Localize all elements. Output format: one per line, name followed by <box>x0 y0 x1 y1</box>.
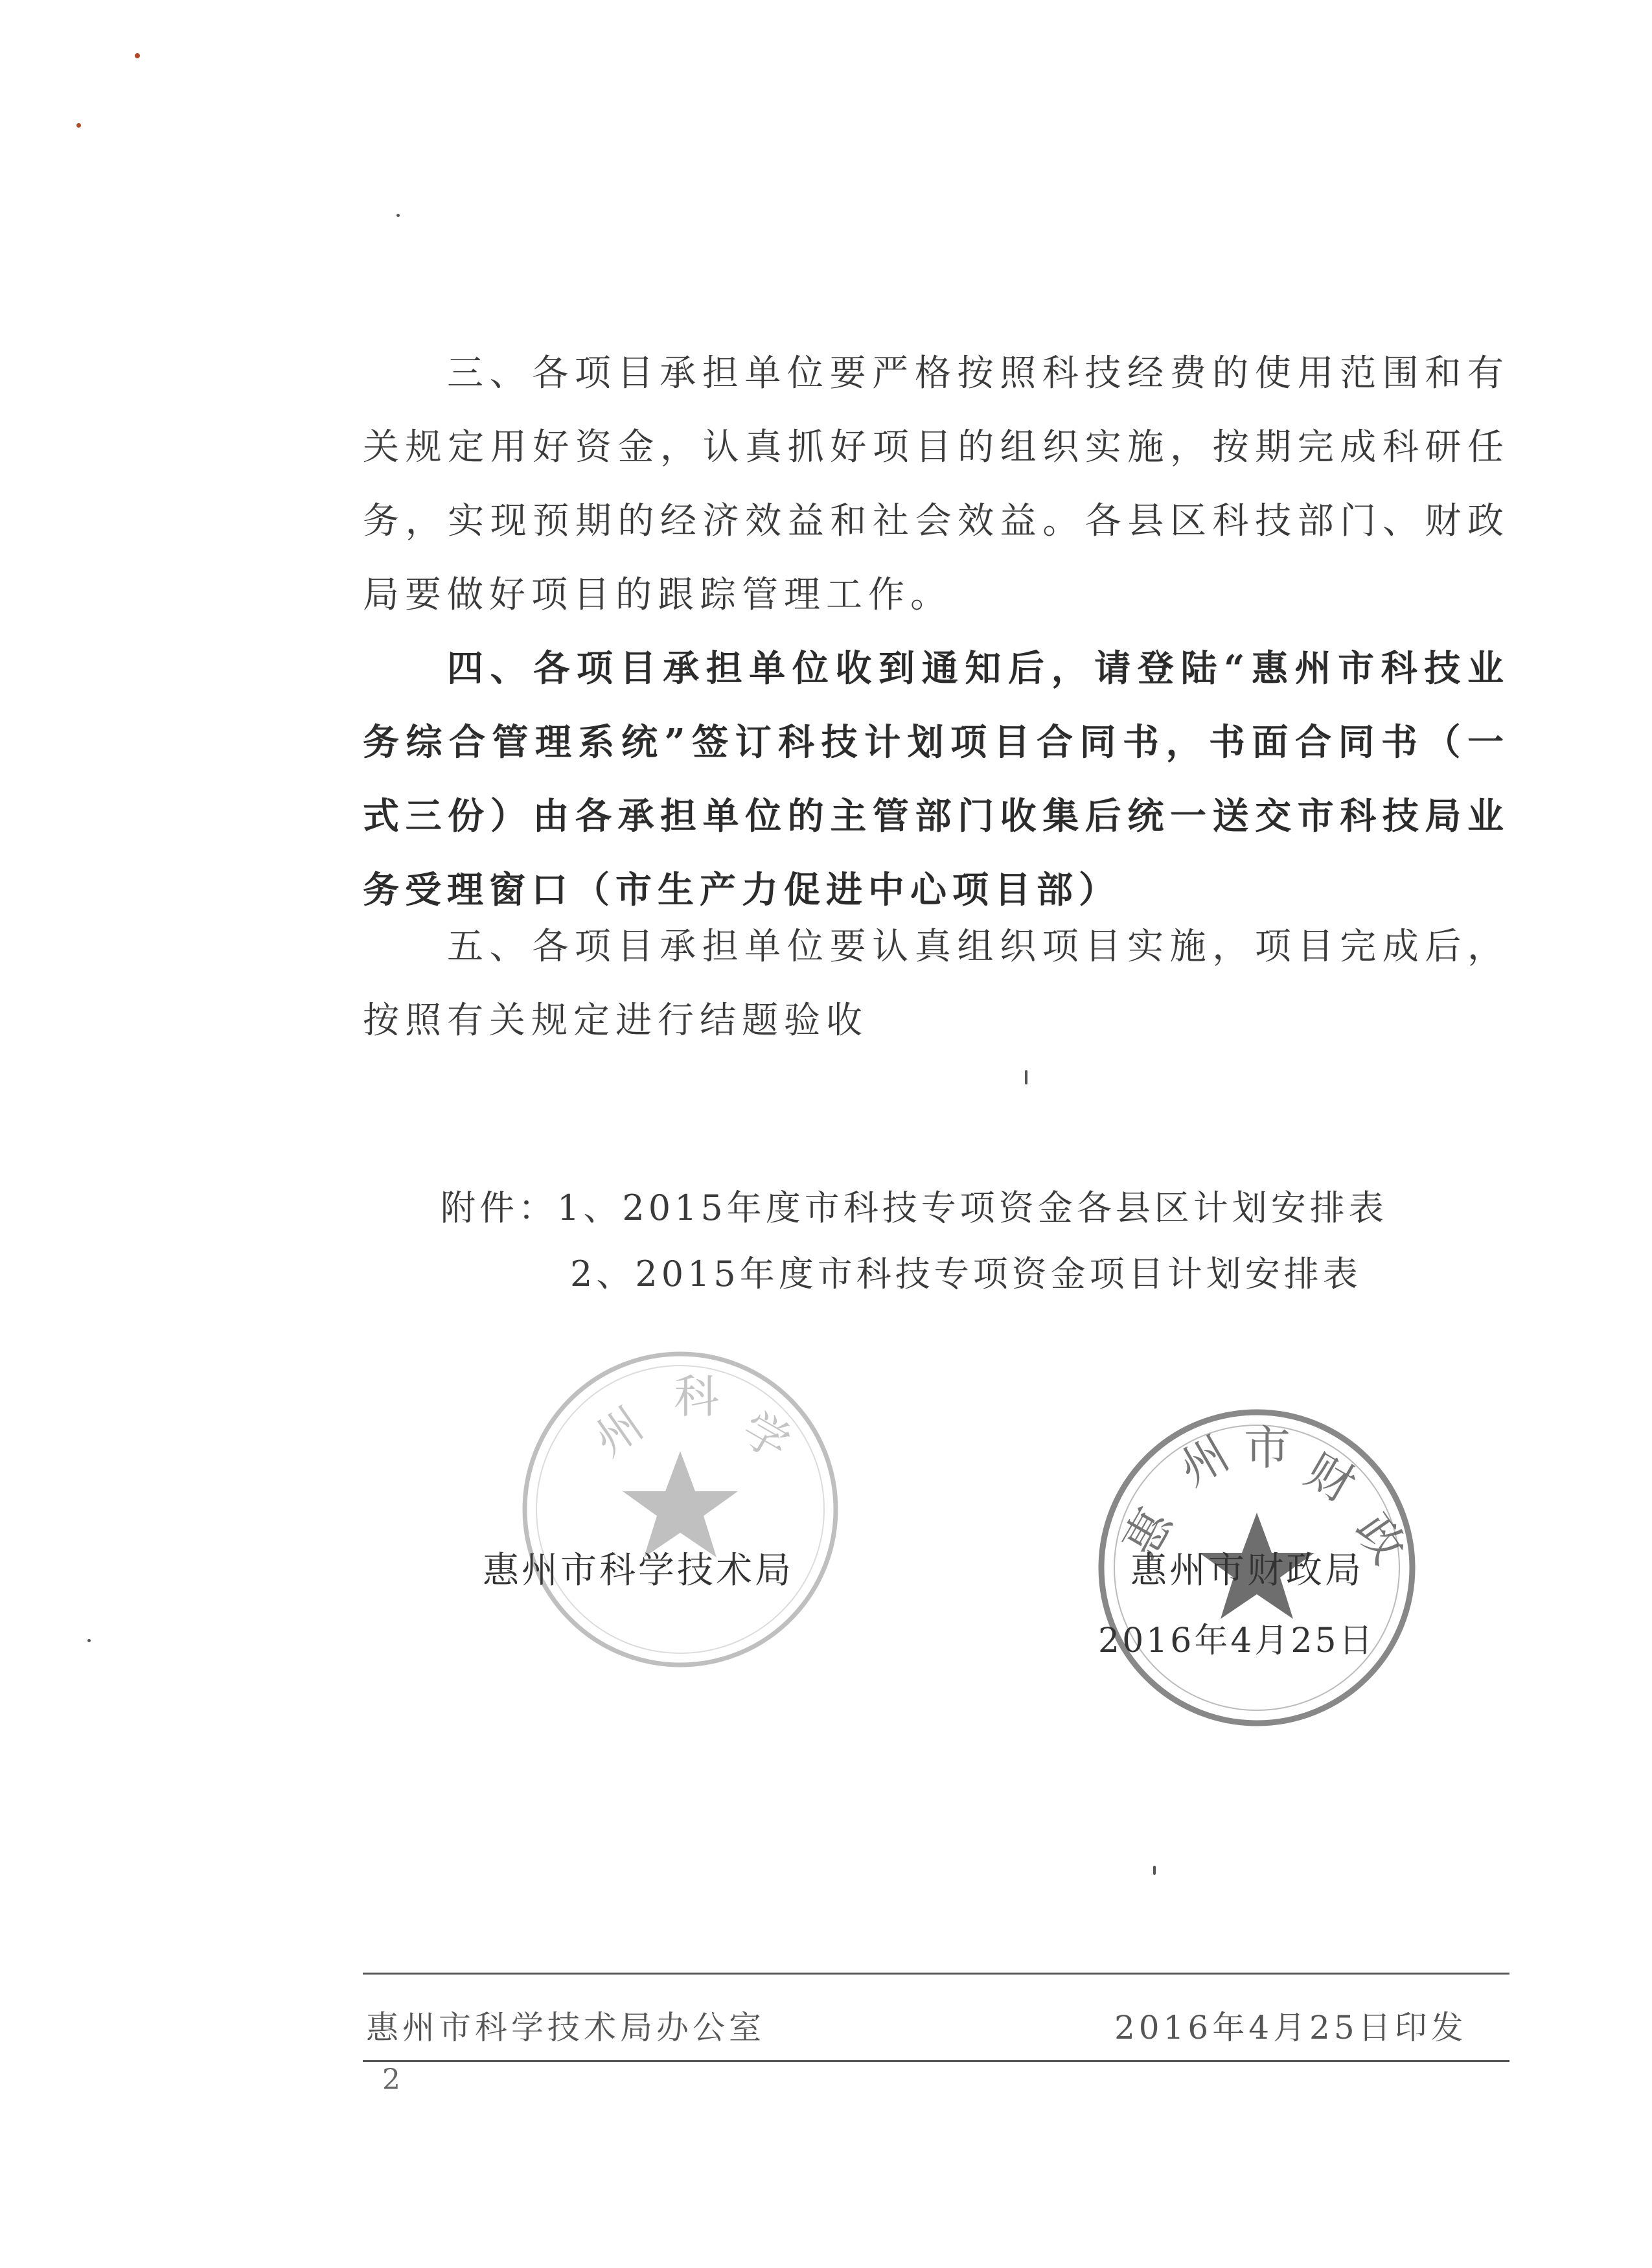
svg-text:政: 政 <box>1345 1504 1417 1574</box>
scan-speck <box>135 53 140 58</box>
svg-text:惠: 惠 <box>1112 1499 1183 1567</box>
scan-speck <box>1025 1070 1027 1084</box>
signatory-left: 惠州市科学技术局 <box>483 1550 794 1592</box>
svg-text:州: 州 <box>1170 1425 1238 1496</box>
svg-text:财: 财 <box>1296 1442 1364 1513</box>
footer-rule-top <box>363 1973 1509 1975</box>
scan-speck <box>1153 1866 1156 1875</box>
paragraph-3: 三、各项目承担单位要严格按照科技经费的使用范围和有关规定用好资金，认真抓好项目的组织实施，按期完成科研任务，实现预期的经济效益和社会效益。各县区科技部门、财政局要做好项目的跟踪管理工作。 <box>363 352 1509 616</box>
signatory-right: 惠州市财政局 <box>1130 1550 1364 1592</box>
paragraph-5: 五、各项目承担单位要认真组织项目实施，项目完成后，按照有关规定进行结题验收 <box>363 926 1509 1042</box>
paragraph-4: 四、各项目承担单位收到通知后，请登陆“惠州市科技业务综合管理系统”签订科技计划项目合同书，书面合同书（一式三份）由各承担单位的主管部门收集后统一送交市科技局业务受理窗口（市生产力促进中心项目部） <box>363 647 1509 911</box>
scan-speck <box>87 1639 91 1642</box>
footer-issue-date: 2016年4月25日印发 <box>1114 2009 1467 2046</box>
svg-text:学: 学 <box>733 1401 799 1471</box>
page-number: 2 <box>382 2063 400 2096</box>
footer-rule-bottom <box>363 2060 1509 2062</box>
attachment-item-1: 附件：1、2015年度市科技专项资金各县区计划安排表 <box>441 1187 1388 1228</box>
svg-text:州: 州 <box>584 1397 653 1467</box>
svg-text:科: 科 <box>674 1370 719 1423</box>
scan-speck <box>396 214 400 217</box>
signature-date: 2016年4月25日 <box>1098 1621 1375 1660</box>
svg-text:市: 市 <box>1244 1421 1291 1475</box>
scan-speck <box>76 123 81 128</box>
seal-stamp-left <box>512 1341 849 1678</box>
footer-issuer: 惠州市科学技术局办公室 <box>366 2009 765 2046</box>
attachment-item-2: 2、2015年度市科技专项资金项目计划安排表 <box>570 1254 1362 1294</box>
